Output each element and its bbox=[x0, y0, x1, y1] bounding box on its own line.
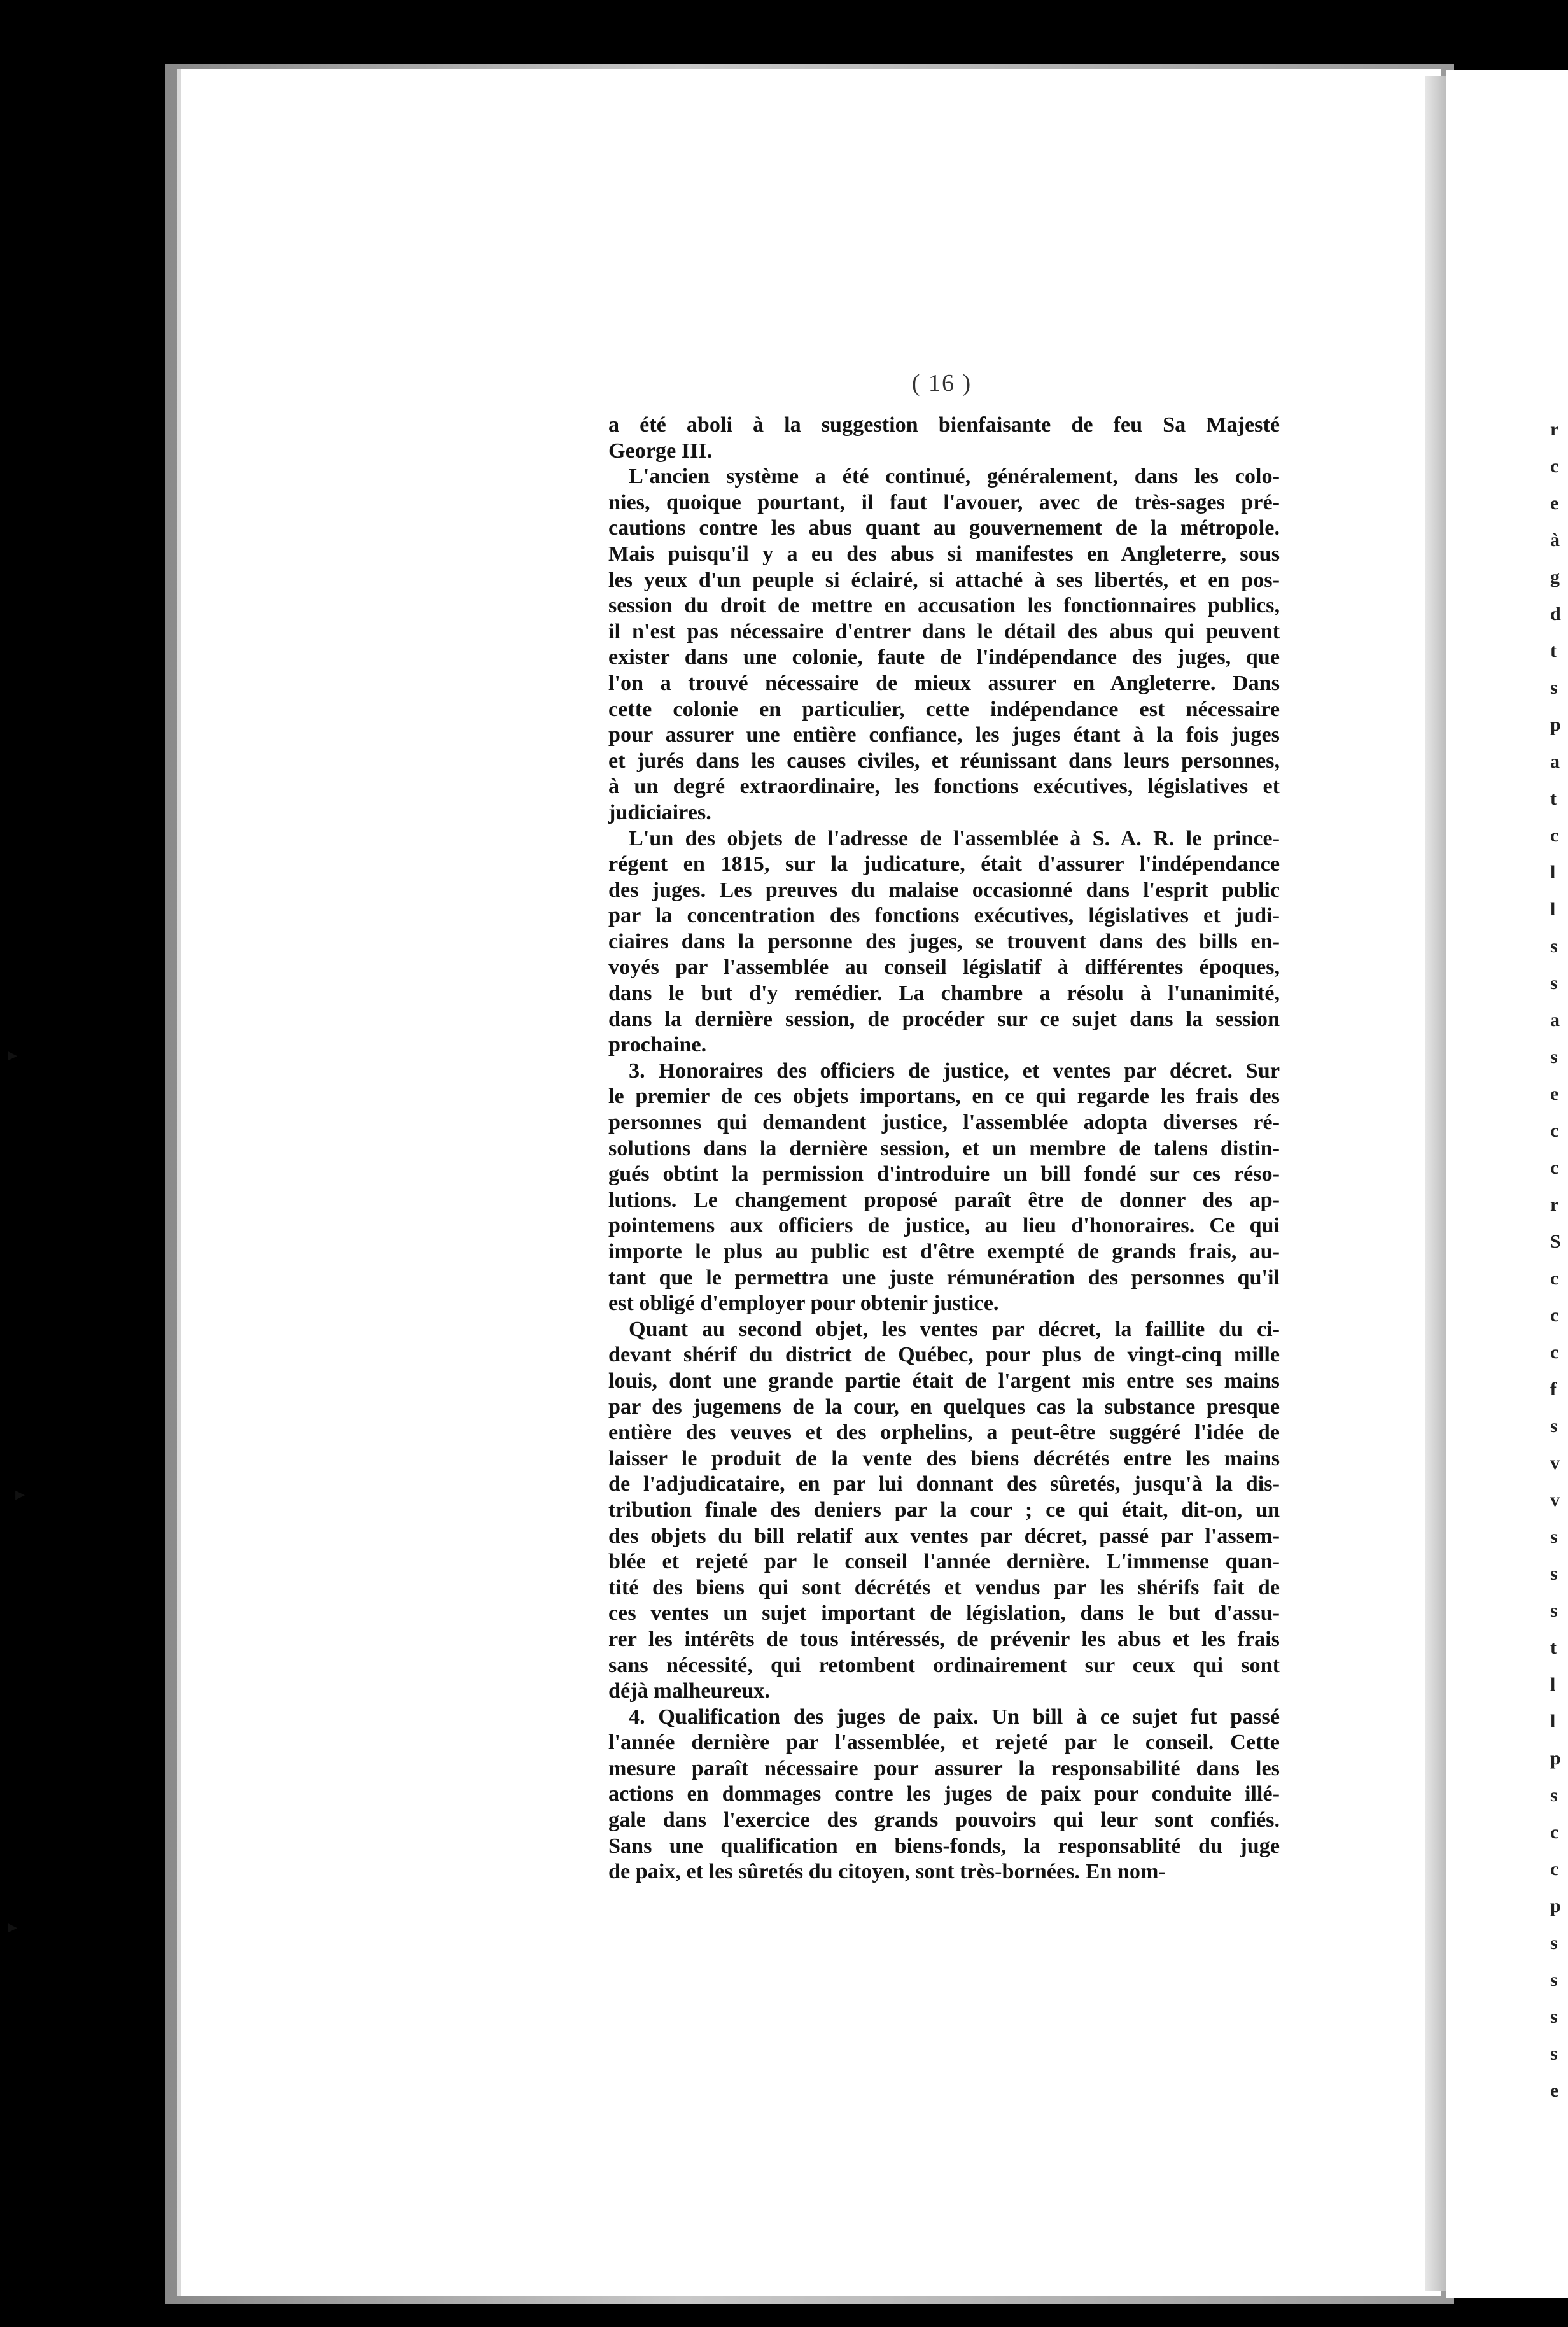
margin-letter: a bbox=[1550, 1009, 1560, 1030]
text-line: déjà malheureux. bbox=[608, 1679, 770, 1703]
text-line: le premier de ces objets importans, en ce qui regarde les frais des bbox=[608, 1085, 1280, 1109]
binding-mark: ▸ bbox=[15, 1484, 25, 1505]
binding-mark: ▸ bbox=[8, 1916, 18, 1937]
margin-letter: s bbox=[1550, 1969, 1558, 1990]
text-line: L'un des objets de l'adresse de l'assemblée à S. A. R. le prince- bbox=[629, 826, 1280, 850]
margin-letter: c bbox=[1550, 456, 1559, 477]
margin-letter: v bbox=[1550, 1452, 1560, 1473]
text-line: personnes qui demandent justice, l'assemblée adopta diverses ré- bbox=[608, 1111, 1280, 1135]
margin-letter: e bbox=[1550, 1083, 1559, 1104]
margin-letter: s bbox=[1550, 1785, 1558, 1806]
margin-letter: p bbox=[1550, 1895, 1561, 1916]
margin-letter: c bbox=[1550, 1120, 1559, 1141]
text-line: blée et rejeté par le conseil l'année dernière. L'immense quan- bbox=[608, 1550, 1280, 1574]
text-line: L'ancien système a été continué, généralement, dans les colo- bbox=[629, 465, 1280, 489]
text-line: l'année dernière par l'assemblée, et rejeté par le conseil. Cette bbox=[608, 1731, 1280, 1755]
text-line: gués obtint la permission d'introduire un bill fondé sur ces réso- bbox=[608, 1162, 1280, 1186]
margin-letter: l bbox=[1550, 1674, 1556, 1695]
margin-letter: v bbox=[1550, 1489, 1560, 1510]
text-line: de l'adjudicataire, en par lui donnant des sûretés, jusqu'à la dis- bbox=[608, 1472, 1280, 1496]
margin-letter: c bbox=[1550, 825, 1559, 846]
text-line: des objets du bill relatif aux ventes par décret, passé par l'assem- bbox=[608, 1524, 1280, 1548]
text-line: de paix, et les sûretés du citoyen, sont très-bornées. En nom- bbox=[608, 1860, 1166, 1884]
text-line: Sans une qualification en biens-fonds, la responsablité du juge bbox=[608, 1834, 1280, 1858]
margin-letter: g bbox=[1550, 566, 1560, 587]
text-line: louis, dont une grande partie était de l'argent mis entre ses mains bbox=[608, 1368, 1280, 1393]
next-page-edge bbox=[1446, 70, 1568, 2298]
page-number: ( 16 ) bbox=[911, 370, 972, 397]
margin-letter: s bbox=[1550, 1600, 1558, 1621]
margin-letter: l bbox=[1550, 1711, 1556, 1732]
text-line: devant shérif du district de Québec, pour plus de vingt-cinq mille bbox=[608, 1343, 1280, 1367]
text-line: session du droit de mettre en accusation les fonctionnaires publics, bbox=[608, 594, 1280, 618]
margin-letter: e bbox=[1550, 493, 1559, 514]
margin-letter: s bbox=[1550, 677, 1558, 698]
margin-letter: c bbox=[1550, 1157, 1559, 1178]
text-line: solutions dans la dernière session, et un membre de talens distin- bbox=[608, 1136, 1280, 1160]
margin-letter: r bbox=[1550, 1194, 1559, 1215]
text-line: judiciaires. bbox=[608, 800, 711, 824]
margin-letter: s bbox=[1550, 1526, 1558, 1547]
text-line: par des jugemens de la cour, en quelques cas la substance presque bbox=[608, 1395, 1280, 1419]
margin-letter: s bbox=[1550, 2043, 1558, 2064]
margin-letter: p bbox=[1550, 1748, 1561, 1769]
page-gutter bbox=[1425, 76, 1446, 2291]
text-line: actions en dommages contre les juges de paix pour conduite illé- bbox=[608, 1782, 1280, 1806]
text-line: cette colonie en particulier, cette indépendance est nécessaire bbox=[608, 697, 1280, 721]
text-line: les yeux d'un peuple si éclairé, si attaché à ses libertés, et en pos- bbox=[608, 568, 1280, 592]
text-line: dans la dernière session, de procéder sur ce sujet dans la session bbox=[608, 1007, 1280, 1031]
margin-letter: s bbox=[1550, 1416, 1558, 1437]
text-line: régent en 1815, sur la judicature, était d'assurer l'indépendance bbox=[608, 852, 1280, 876]
text-line: cautions contre les abus quant au gouvernement de la métropole. bbox=[608, 516, 1280, 540]
text-line: pointemens aux officiers de justice, au lieu d'honoraires. Ce qui bbox=[608, 1214, 1280, 1238]
text-line: à un degré extraordinaire, les fonctions exécutives, législatives et bbox=[608, 775, 1280, 799]
margin-letter: c bbox=[1550, 1822, 1559, 1843]
text-line: ces ventes un sujet important de législation, dans le but d'assu- bbox=[608, 1601, 1280, 1626]
margin-letter: c bbox=[1550, 1268, 1559, 1289]
margin-letter: s bbox=[1550, 1563, 1558, 1584]
margin-letter: S bbox=[1550, 1231, 1561, 1252]
margin-letter: c bbox=[1550, 1305, 1559, 1326]
text-line: rer les intérêts de tous intéressés, de prévenir les abus et les frais bbox=[608, 1627, 1280, 1651]
margin-letter: c bbox=[1550, 1342, 1559, 1363]
text-line: 4. Qualification des juges de paix. Un bill à ce sujet fut passé bbox=[629, 1705, 1280, 1729]
text-line: prochaine. bbox=[608, 1033, 707, 1057]
margin-letter: t bbox=[1550, 1637, 1557, 1658]
text-line: lutions. Le changement proposé paraît être de donner des ap- bbox=[608, 1188, 1280, 1212]
text-line: Quant au second objet, les ventes par décret, la faillite du ci- bbox=[629, 1317, 1280, 1341]
margin-letter: r bbox=[1550, 419, 1559, 440]
text-line: il n'est pas nécessaire d'entrer dans le détail des abus qui peuvent bbox=[608, 619, 1280, 643]
margin-letter: p bbox=[1550, 714, 1561, 735]
margin-letter: s bbox=[1550, 2006, 1558, 2027]
text-line: pour assurer une entière confiance, les juges étant à la fois juges bbox=[608, 723, 1280, 747]
margin-letter: t bbox=[1550, 640, 1557, 661]
margin-letter: d bbox=[1550, 603, 1561, 624]
margin-letter: s bbox=[1550, 936, 1558, 957]
margin-letter: s bbox=[1550, 973, 1558, 994]
text-line: gale dans l'exercice des grands pouvoirs qui leur sont confiés. bbox=[608, 1808, 1280, 1832]
binding-mark: ▸ bbox=[8, 1044, 18, 1065]
text-line: entière des veuves et des orphelins, a peut-être suggéré l'idée de bbox=[608, 1421, 1280, 1445]
text-line: l'on a trouvé nécessaire de mieux assurer en Angleterre. Dans bbox=[608, 671, 1280, 695]
text-line: est obligé d'employer pour obtenir justice. bbox=[608, 1291, 999, 1316]
margin-letter: l bbox=[1550, 899, 1556, 920]
margin-letter: s bbox=[1550, 1046, 1558, 1067]
text-line: voyés par l'assemblée au conseil législatif à différentes époques, bbox=[608, 955, 1280, 980]
margin-letter: a bbox=[1550, 751, 1560, 772]
margin-letter: l bbox=[1550, 862, 1556, 883]
text-line: tité des biens qui sont décrétés et vendus par les shérifs fait de bbox=[608, 1575, 1280, 1599]
body-text bbox=[608, 412, 1280, 1885]
margin-letter: à bbox=[1550, 530, 1560, 551]
text-line: laisser le produit de la vente des biens décrétés entre les mains bbox=[608, 1446, 1280, 1470]
text-line: par la concentration des fonctions exécutives, législatives et judi- bbox=[608, 904, 1280, 928]
text-line: sans nécessité, qui retombent ordinairement sur ceux qui sont bbox=[608, 1653, 1280, 1677]
text-line: tant que le permettra une juste rémunération des personnes qu'il bbox=[608, 1265, 1280, 1290]
text-line: des juges. Les preuves du malaise occasionné dans l'esprit public bbox=[608, 878, 1280, 902]
text-line: exister dans une colonie, faute de l'indépendance des juges, que bbox=[608, 645, 1280, 670]
text-line: mesure paraît nécessaire pour assurer la responsabilité dans les bbox=[608, 1756, 1280, 1780]
text-line: et jurés dans les causes civiles, et réunissant dans leurs personnes, bbox=[608, 749, 1280, 773]
margin-letter: f bbox=[1550, 1379, 1557, 1400]
margin-letter: c bbox=[1550, 1859, 1559, 1880]
margin-letter: e bbox=[1550, 2080, 1559, 2101]
text-line: George III. bbox=[608, 439, 713, 463]
text-line: dans le but d'y remédier. La chambre a résolu à l'unanimité, bbox=[608, 981, 1280, 1006]
text-line: a été aboli à la suggestion bienfaisante de feu Sa Majesté bbox=[608, 413, 1280, 437]
text-line: tribution finale des deniers par la cour ; ce qui était, dit-on, un bbox=[608, 1498, 1280, 1522]
margin-letter: s bbox=[1550, 1932, 1558, 1953]
margin-letter: t bbox=[1550, 788, 1557, 809]
text-line: nies, quoique pourtant, il faut l'avouer, avec de très-sages pré- bbox=[608, 490, 1280, 514]
text-line: Mais puisqu'il y a eu des abus si manifestes en Angleterre, sous bbox=[608, 542, 1280, 566]
text-line: ciaires dans la personne des juges, se trouvent dans des bills en- bbox=[608, 929, 1280, 953]
text-line: 3. Honoraires des officiers de justice, et ventes par décret. Sur bbox=[629, 1058, 1280, 1083]
text-line: importe le plus au public est d'être exempté de grands frais, au- bbox=[608, 1240, 1280, 1263]
